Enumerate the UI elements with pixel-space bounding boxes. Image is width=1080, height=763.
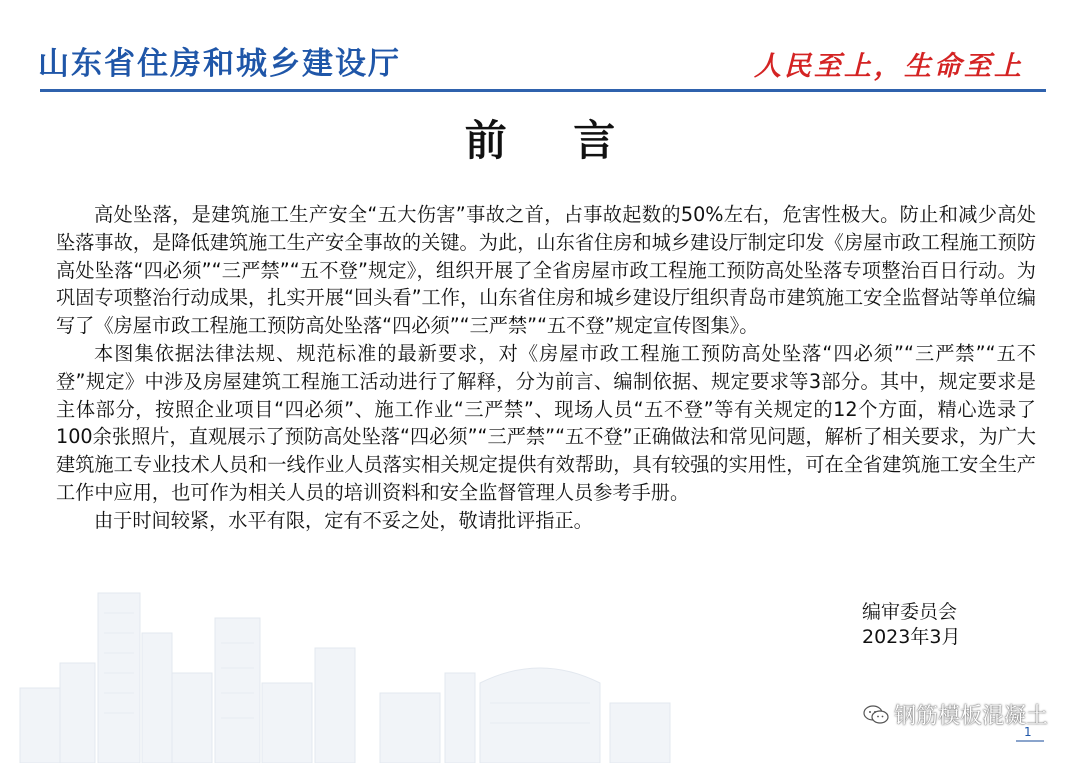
slogan: 人民至上，生命至上 [754,51,1024,82]
signature-committee: 编审委员会 [862,601,958,623]
wechat-icon [862,704,890,726]
paragraph: 高处坠落，是建筑施工生产安全“五大伤害”事故之首，占事故起数的50%左右，危害性极大。防止和减少高处坠落事故，是降低建筑施工生产安全事故的关键。为此，山东省住房和城乡建设厅制定印发《房屋市政工程施工预防高处坠落“四必须”“三严禁”“五不登”规定》，组织开展了全省房屋市政工程施工预防高处坠落专项整治百日行动。为巩固专项整治行动成果，扎实开展“回头看”工作，山东省住房和城乡建设厅组织青岛市建筑施工安全监督站等单位编写了《房屋市政工程施工预防高处坠落“四必须”“三严禁”“五不登”规定宣传图集》。 [56,203,1036,338]
preface-body [56,201,1036,535]
signature-date: 2023年3月 [862,626,961,648]
paragraph: 由于时间较紧，水平有限，定有不妥之处，敬请批评指正。 [94,508,593,532]
page-title: 前 言 [464,116,642,165]
signature-block [862,600,960,650]
org-name: 山东省住房和城乡建设厅 [38,46,401,82]
page-number-underline [1016,740,1044,742]
watermark-text: 钢筋模板混凝土 [893,704,1048,729]
watermark [862,699,1048,730]
paragraph: 本图集依据法律法规、规范标准的最新要求，对《房屋市政工程施工预防高处坠落“四必须”“三严禁”“五不登”规定》中涉及房屋建筑工程施工活动进行了解释，分为前言、编制依据、规定要求等3部分。其中，规定要求是主体部分，按照企业项目“四必须”、施工作业“三严禁”、现场人员“五不登”等有关规定的12个方面，精心选录了100余张照片，直观展示了预防高处坠落“四必须”“三严禁”“五不登”正确做法和常见问题，解析了相关要求，为广大建筑施工专业技术人员和一线作业人员落实相关规定提供有效帮助，具有较强的实用性，可在全省建筑施工安全生产工作中应用，也可作为相关人员的培训资料和安全监督管理人员参考手册。 [56,341,1036,504]
header-divider [40,89,1046,92]
page-number: 1 [1024,725,1032,739]
